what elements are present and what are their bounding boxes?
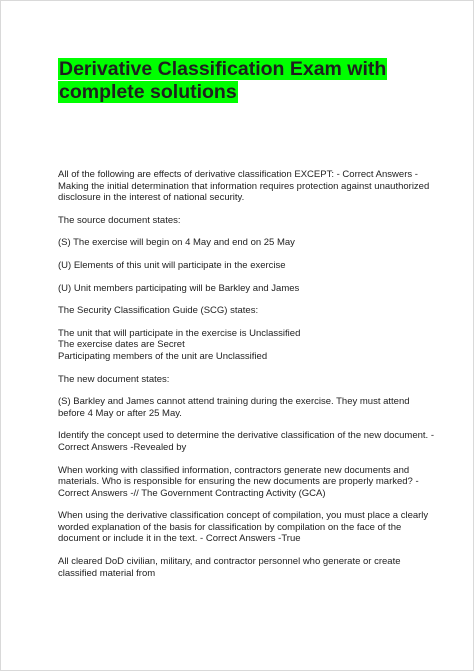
paragraph-contractors-question: When working with classified information, contractors generate new documents and materials. Who is responsible for ensuring the new documents are properly marked? - Correct Answers -// The Government Contracting Activity (GCA) <box>58 464 419 499</box>
document-title <box>58 58 436 104</box>
paragraph-new-doc-heading: The new document states: <box>58 373 170 385</box>
paragraph-scg-line-1: The unit that will participate in the exercise is Unclassified <box>58 327 301 339</box>
paragraph-new-doc-line: (S) Barkley and James cannot attend training during the exercise. They must attend before 4 May or after 25 May. <box>58 396 410 419</box>
paragraph-scg-line-2: The exercise dates are Secret <box>58 339 185 351</box>
document-body <box>58 169 436 579</box>
paragraph-scg-line-3: Participating members of the unit are Unclassified <box>58 350 268 362</box>
paragraph-source-line-1: (S) The exercise will begin on 4 May and end on 25 May <box>58 237 295 249</box>
paragraph-effects-question: All of the following are effects of derivative classification EXCEPT: - Correct Answers - Making the initial determination that information requires protection against unauthorized disclosure in the interest of national security. <box>58 169 430 204</box>
document-content <box>58 58 436 590</box>
paragraph-source-line-2: (U) Elements of this unit will participate in the exercise <box>58 259 286 271</box>
paragraph-source-line-3: (U) Unit members participating will be Barkley and James <box>58 282 300 294</box>
paragraph-scg-heading: The Security Classification Guide (SCG) states: <box>58 305 259 317</box>
document-title-text: Derivative Classification Exam with complete solutions <box>59 58 387 103</box>
paragraph-cleared-personnel: All cleared DoD civilian, military, and contractor personnel who generate or create classified material from <box>58 556 401 579</box>
paragraph-source-heading: The source document states: <box>58 214 181 226</box>
paragraph-compilation-question: When using the derivative classification concept of compilation, you must place a clearly worded explanation of the basis for classification by compilation on the face of the document or include it in the text. - Correct Answers -True <box>58 510 429 545</box>
paragraph-concept-question: Identify the concept used to determine the derivative classification of the new document. - Correct Answers -Revealed by <box>58 430 434 453</box>
